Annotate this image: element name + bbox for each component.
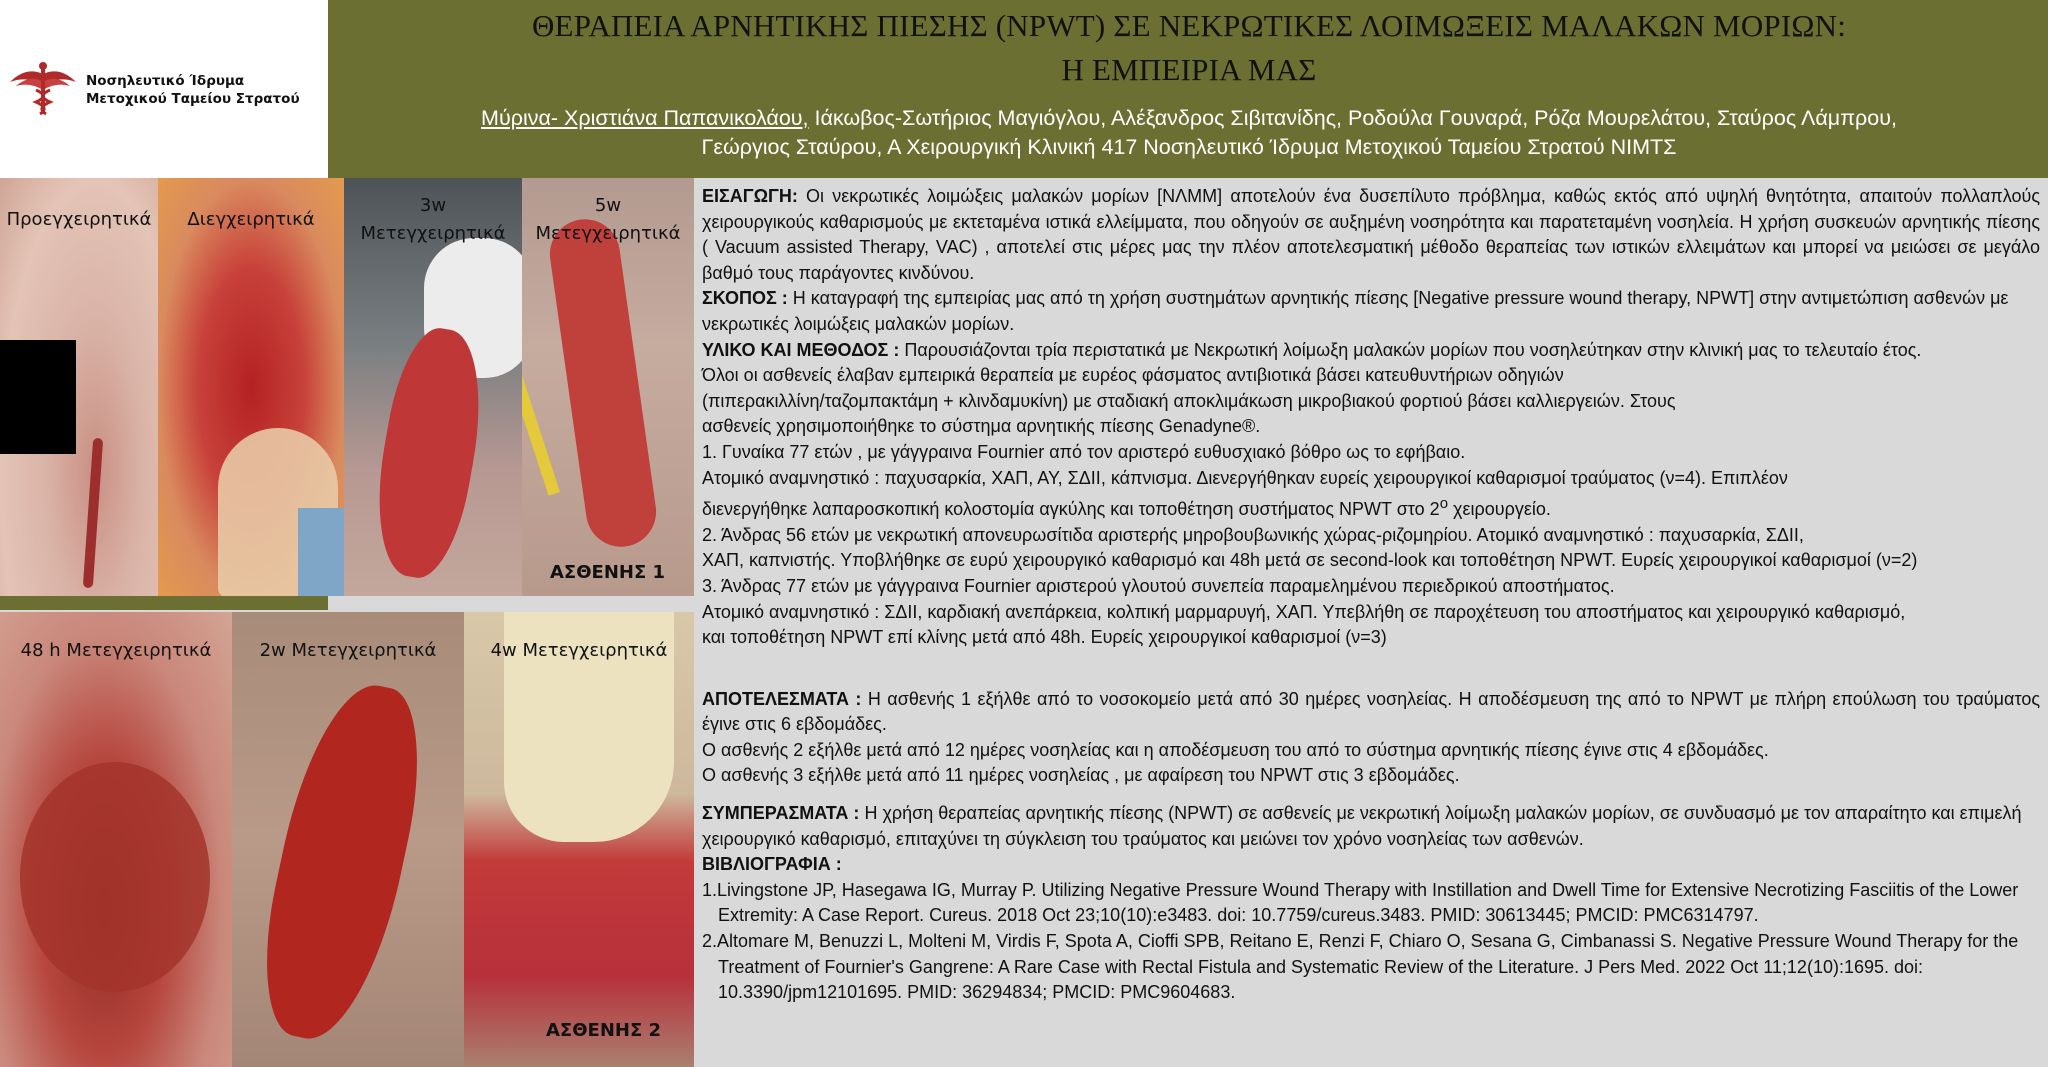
- photo-label-2w: 2w Μετεγχειρητικά: [259, 640, 437, 661]
- photo-label-3w-postop: Μετεγχειρητικά: [360, 223, 506, 244]
- aim-text: Η καταγραφή της εμπειρίας μας από τη χρήση συστημάτων αρνητικής πίεσης [Negative pressure wound therapy, NPWT] στην αντιμετώπιση ασθενών με νεκρωτικές λοιμώξεις μαλακών μορίων.: [702, 288, 2009, 334]
- hospital-logo: [0, 0, 328, 178]
- section-intro: [702, 184, 2040, 286]
- methods-line-3: (πιπερακιλλίνη/ταζομπακτάμη + κλινδαμυκίνη) με σταδιακή αποκλιμάκωση μικροβιακού φορτιού βάσει καλλιεργειών. Στους: [702, 390, 1676, 411]
- photo-label-5w-postop: Μετεγχειρητικά: [535, 223, 681, 244]
- poster-header: [0, 0, 2048, 178]
- divider-bar: [0, 596, 328, 610]
- results-line-1: [702, 687, 2040, 738]
- logo-text: [86, 72, 300, 108]
- photo-intraop: [158, 178, 344, 596]
- wound-shape: [20, 762, 210, 992]
- lead-author: Μύρινα- Χριστιάνα Παπανικολάου,: [481, 106, 809, 130]
- incision-mark: [83, 438, 103, 588]
- logo-line-1: Νοσηλευτικό Ίδρυμα: [86, 73, 245, 89]
- photo-label-3w: 3w: [419, 195, 447, 216]
- case-3-line-2: Ατομικό αναμνηστικό : ΣΔΙΙ, καρδιακή ανεπάρκεια, κολπική μαρμαρυγή, ΧΑΠ. Υπεβλήθη σε παροχέτευση του αποστήματος και χειρουργικό καθαρισμό,: [702, 601, 1906, 622]
- superscript: ο: [1439, 495, 1449, 513]
- case-1-line-2: Ατομικό αναμνηστικό : παχυσαρκία, ΧΑΠ, ΑΥ, ΣΔΙΙ, κάπνισμα. Διενεργήθηκαν ευρείς χειρουργικοί καθαρισμοί τραύματος (ν=4). Επιπλέον: [702, 467, 1788, 488]
- redaction-box: [0, 340, 76, 454]
- conclusions-heading: ΣΥΜΠΕΡΑΣΜΑΤΑ :: [702, 803, 860, 824]
- drape-shape: [298, 508, 344, 596]
- spacer: [702, 663, 2040, 687]
- methods-line-4: ασθενείς χρησιμοποιήθηκε το σύστημα αρνητικής πίεσης Genadyne®.: [702, 416, 1261, 437]
- drain-tube-shape: [522, 330, 560, 495]
- title-line-2: Η ΕΜΠΕΙΡΙΑ ΜΑΣ: [1061, 52, 1317, 87]
- patient-2-tag: ΑΣΘΕΝΗΣ 2: [546, 1020, 662, 1041]
- case-3-line-1: 3. Άνδρας 77 ετών με γάγγραινα Fournier αριστερού γλουτού συνεπεία παραμελημένου περιεδρικού αποστήματος.: [702, 575, 1615, 596]
- case-3-line-3: και τοποθέτηση NPWT επί κλίνης μετά από 48h. Ευρείς χειρουργικοί καθαρισμοί (ν=3): [702, 627, 1387, 648]
- results-text-2: Ο ασθενής 2 εξήλθε μετά από 12 ημέρες νοσηλείας και η αποδέσμευση του από το σύστημα αρνητικής πίεσης έγινε στις 4 εβδομάδες.: [702, 739, 1769, 760]
- authors: [330, 104, 2048, 162]
- conclusions-text: Η χρήση θεραπείας αρνητικής πίεσης (NPWT) σε ασθενείς με νεκρωτική λοίμωξη μαλακών μορίων, σε συνδυασμό με τον απαραίτητο και επιμελή χειρουργικό καθαρισμό, επιταχύνει τη σύγκλειση του τραύματος και μειώνει τον χρόνο νοσηλείας των ασθενών.: [702, 803, 2022, 849]
- photo-48h-postop: [0, 612, 232, 1067]
- case-1-line-3-end: χειρουργείο.: [1448, 499, 1551, 520]
- section-conclusions: [702, 801, 2040, 852]
- photo-label-4w: 4w Μετεγχειρητικά: [490, 640, 668, 661]
- methods-line-2: Όλοι οι ασθενείς έλαβαν εμπειρικά θεραπεία με ευρέος φάσματος αντιβιοτικά βάσει κατευθυντήριων οδηγιών: [702, 365, 1564, 386]
- photo-4w-postop: [464, 612, 694, 1067]
- reference-1: 1.Livingstone JP, Hasegawa IG, Murray P. Utilizing Negative Pressure Wound Therapy with Instillation and Dwell Time for Extensive Necrotizing Fasciitis of the Lower Extremity: A Case Report. Cureus. 2018 Oct 23;10(10):e3483. doi: 10.7759/cureus.3483. PMID: 30613445; PMCID: PMC6314797.: [702, 879, 2019, 926]
- photo-label-intraop: Διεγχειρητικά: [187, 209, 315, 230]
- aim-heading: ΣΚΟΠΟΣ :: [702, 288, 788, 309]
- co-authors: Ιάκωβος-Σωτήριος Μαγιόγλου, Αλέξανδρος Σιβιτανίδης, Ροδούλα Γουναρά, Ρόζα Μουρελάτου, Σταύρος Λάμπρου,: [808, 106, 1897, 130]
- photo-3w-postop: [344, 178, 522, 596]
- case-2-line-2: ΧΑΠ, καπνιστής. Υποβλήθηκε σε ευρύ χειρουργικό καθαρισμό και 48h μετά σε second-look και τοποθέτηση NPWT. Ευρείς χειρουργικοί καθαρισμοί (ν=2): [702, 550, 1918, 571]
- methods-line-1: Παρουσιάζονται τρία περιστατικά με Νεκρωτική λοίμωξη μαλακών μορίων που νοσηλεύτηκαν στην κλινική μας το τελευταίο έτος.: [899, 339, 1922, 360]
- methods-line: [702, 338, 2040, 364]
- results-text-1: Η ασθενής 1 εξήλθε από το νοσοκομείο μετά από 30 ημέρες νοσηλείας. Η αποδέσμευση της από το NPWT με πλήρη επούλωση του τραύματος έγινε στις 6 εβδομάδες.: [702, 688, 2040, 735]
- caduceus-logo-icon: [6, 60, 80, 118]
- intro-text: Οι νεκρωτικές λοιμώξεις μαλακών μορίων [ΝΛΜΜ] αποτελούν ένα δυσεπίλυτο πρόβλημα, καθώς εκτός από υψηλή θνητότητα, απαιτούν πολλαπλούς χειρουργικούς καθαρισμούς με εκτεταμένα ιστικά ελλείμματα, που οδηγούν σε αυξημένη νοσηρότητα και παρατεταμένη νοσηλεία. Η χρήση συσκευών αρνητικής πίεσης ( Vacuum assisted Therapy, VAC) , αποτελεί στις μέρες μας την πλέον αποτελεσματική μέθοδο θεραπείας των ιστικών ελλειμάτων και μπορεί να μειώσει σε μεγάλο βαθμό τους παράγοντες κινδύνου.: [702, 186, 2040, 283]
- photo-5w-postop: [522, 178, 694, 596]
- case-1-line-3: [702, 491, 2040, 523]
- reference-2: 2.Altomare M, Benuzzi L, Molteni M, Virdis F, Spota A, Cioffi SPB, Reitano E, Renzi F, Chiaro O, Sesana G, Cimbanassi S. Negative Pressure Wound Therapy for the Treatment of Fournier's Gangrene: A Rare Case with Rectal Fistula and Systematic Review of the Literature. J Pers Med. 2022 Oct 11;12(10):1695. doi: 10.3390/jpm12101695. PMID: 36294834; PMCID: PMC9604683.: [702, 931, 2019, 1003]
- wound-shape: [246, 673, 438, 1050]
- logo-line-2: Μετοχικού Ταμείου Στρατού: [86, 91, 300, 107]
- results-heading: ΑΠΟΤΕΛΕΣΜΑΤΑ :: [702, 688, 862, 709]
- photo-label-preop: Προεγχειρητικά: [6, 209, 152, 230]
- authors-line-2: Γεώργιος Σταύρου, Α Χειρουργική Κλινική 417 Νοσηλευτικό Ίδρυμα Μετοχικού Ταμείου Στρατού ΝΙΜΤΣ: [701, 135, 1677, 159]
- case-1-line-3-text: διενεργήθηκε λαπαροσκοπική κολοστομία αγκύλης και τοποθέτηση συστήματος NPWT στο 2: [702, 499, 1440, 520]
- poster-title: [330, 4, 2048, 92]
- case-2-line-1: 2. Άνδρας 56 ετών με νεκρωτική απονευρωσίτιδα αριστερής μηροβουβωνικής χώρας-ριζομηρίου. Ατομικό αναμνηστικό : παχυσαρκία, ΣΔΙΙ,: [702, 524, 1804, 545]
- wound-shape: [545, 215, 660, 552]
- section-aim: [702, 286, 2040, 337]
- intro-heading: ΕΙΣΑΓΩΓΗ:: [702, 186, 798, 206]
- results-text-3: Ο ασθενής 3 εξήλθε μετά από 11 ημέρες νοσηλείας , με αφαίρεση του NPWT στις 3 εβδομάδες.: [702, 765, 1460, 786]
- bibliography-heading: ΒΙΒΛΙΟΓΡΑΦΙΑ :: [702, 854, 842, 875]
- poster-text: [702, 184, 2040, 1006]
- photo-label-48h: 48 h Μετεγχειρητικά: [20, 640, 212, 661]
- case-1-line-1: 1. Γυναίκα 77 ετών , με γάγγραινα Fournier από τον αριστερό ευθυσχιακό βόθρο ως το εφήβαιο.: [702, 441, 1466, 462]
- photo-label-5w: 5w: [594, 195, 622, 216]
- photo-preop: [0, 178, 158, 596]
- authors-line-1: [330, 104, 2048, 133]
- section-methods: [702, 338, 2040, 651]
- photo-2w-postop: [232, 612, 464, 1067]
- patient-1-tag: ΑΣΘΕΝΗΣ 1: [550, 562, 666, 583]
- methods-heading: ΥΛΙΚΟ ΚΑΙ ΜΕΘΟΔΟΣ :: [702, 339, 900, 360]
- section-results: [702, 687, 2040, 789]
- title-line-1: ΘΕΡΑΠΕΙΑ ΑΡΝΗΤΙΚΗΣ ΠΙΕΣΗΣ (NPWT) ΣΕ ΝΕΚΡΩΤΙΚΕΣ ΛΟΙΜΩΞΕΙΣ ΜΑΛΑΚΩΝ ΜΟΡΙΩΝ:: [531, 8, 1847, 43]
